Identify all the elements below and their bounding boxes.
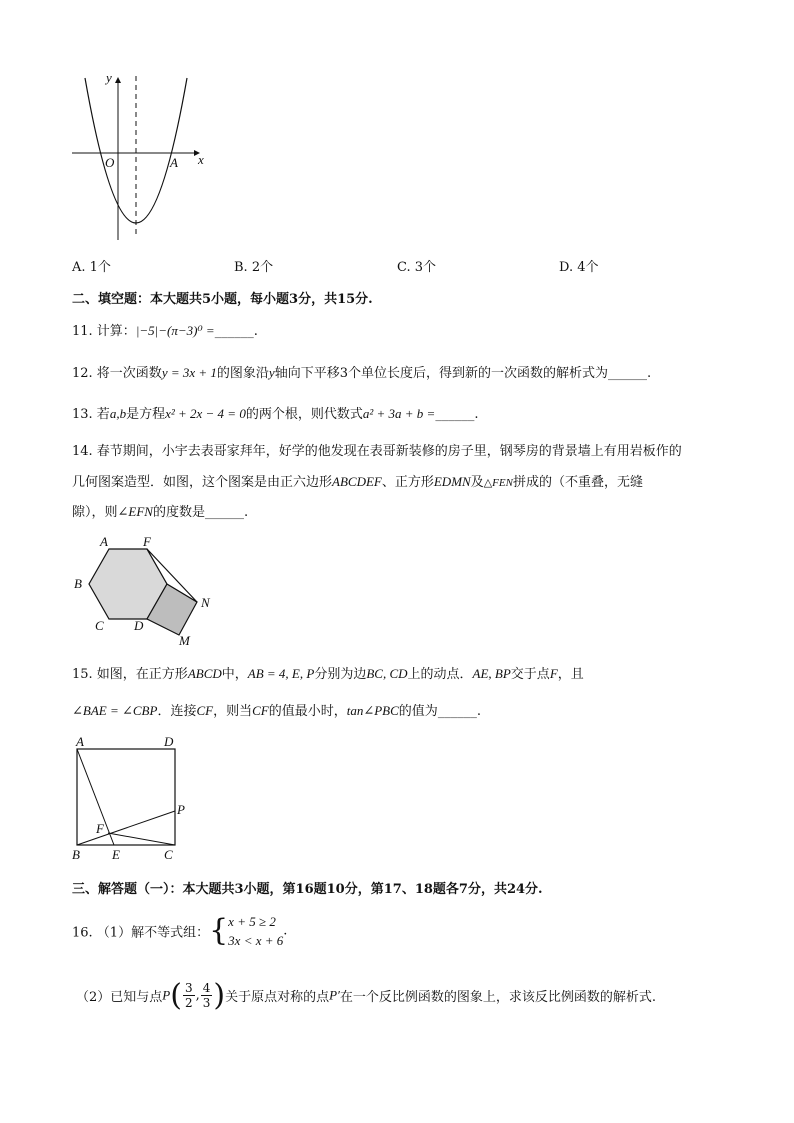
q13-eq: x² + 2x − 4 = 0 <box>165 406 246 421</box>
q13-blank: ______ <box>435 407 475 422</box>
q15-end: . <box>476 704 481 719</box>
parabola-graph <box>60 68 220 248</box>
fig15-label-e: E <box>112 847 120 862</box>
fig14-label-d: D <box>134 618 144 633</box>
fig15-label-c: C <box>164 847 173 862</box>
q14-line2-b: 、正方形 <box>381 475 434 490</box>
fig14-label-m: M <box>179 633 190 648</box>
q16b-rest: 在一个反比例函数的图象上，求该反比例函数的解析式. <box>339 990 657 1005</box>
left-paren-icon: ( <box>170 978 182 1013</box>
graph-label-y: y <box>106 70 112 85</box>
q12-end: . <box>646 366 652 381</box>
q12-blank: ______ <box>607 366 647 381</box>
q15-sq: ABCD <box>187 666 222 681</box>
q15-line2-b: ．连接 <box>157 704 197 719</box>
fig15-label-p: P <box>177 802 185 817</box>
q15-cond: AB = 4, E, P <box>247 666 315 681</box>
q15-tan: tan∠PBC <box>346 703 399 718</box>
q15-line1-b: 中， <box>221 667 248 682</box>
q14-blank: ______ <box>204 505 244 520</box>
question-12 <box>72 364 651 383</box>
q14-line3-a: 隙），则 <box>72 505 118 520</box>
question-16-part2 <box>76 978 656 1013</box>
q15-cf2: CF <box>252 703 269 718</box>
q11-blank: ______ <box>214 324 254 339</box>
segment-cf <box>108 833 175 845</box>
q14-angle: ∠EFN <box>117 504 153 519</box>
q14-hex: ABCDEF <box>332 474 382 489</box>
q16b-p: P <box>162 987 171 1003</box>
question-16-part1 <box>72 912 287 950</box>
q15-line1-c: 分别为边 <box>314 667 367 682</box>
fig14-label-a: A <box>100 534 108 549</box>
q15-line1-e: 交于点 <box>510 667 550 682</box>
q14-line3 <box>72 503 248 522</box>
inequality-system <box>228 912 283 950</box>
graph-label-o: O <box>105 155 115 170</box>
section2-title: 二、填空题：本大题共5小题，每小题3分，共15分. <box>72 292 373 307</box>
q16-prefix: 16. （1）解不等式组： <box>72 925 210 941</box>
q12-axis: y <box>268 365 275 380</box>
graph-label-a: A <box>170 155 178 170</box>
fig15-label-d: D <box>164 734 174 749</box>
q14-line1: 14. 春节期间，小宇去表哥家拜年，好学的他发现在表哥新装修的房子里，钢琴房的背景墙上有用岩板作的 <box>72 444 682 459</box>
q12-func: y = 3x + 1 <box>161 365 217 380</box>
brace-icon: { <box>209 913 229 948</box>
right-paren-icon: ) <box>213 978 226 1013</box>
q15-line1-f: ，且 <box>557 667 584 682</box>
q11-expr: |−5|−(π−3)⁰ = <box>135 323 215 338</box>
fraction-2-den: 3 <box>202 996 211 1010</box>
section3-title: 三、解答题（一）：本大题共3小题，第16题10分，第17、18题各7分，共24分. <box>72 882 543 897</box>
q14-line2 <box>72 473 643 492</box>
q13-end: . <box>474 407 479 422</box>
q15-pt: F <box>549 666 558 681</box>
square-figure <box>68 735 198 865</box>
q14-line2-c: 及 <box>470 475 484 490</box>
q15-angle-cond: ∠BAE = ∠CBP <box>72 703 158 718</box>
q13-vars: a,b <box>109 406 127 421</box>
fig14-label-n: N <box>201 595 210 610</box>
q15-line1-a: 15. 如图，在正方形 <box>72 667 188 682</box>
graph-label-x: x <box>198 152 204 167</box>
q16b-mid: 关于原点对称的点 <box>225 990 330 1005</box>
fraction-1 <box>183 981 195 1010</box>
option-a: A. 1个 <box>72 260 111 275</box>
q11-end: . <box>253 324 258 339</box>
fraction-2-num: 4 <box>202 981 211 995</box>
q14-line2-a: 几何图案造型．如图，这个图案是由正六边形 <box>72 475 333 490</box>
q13-prefix: 13. 若 <box>72 407 110 422</box>
inequality-1: x + 5 ≥ 2 <box>228 914 276 929</box>
inequality-2: 3x < x + 6 <box>228 933 284 948</box>
question-13 <box>72 405 478 424</box>
fig14-label-f: F <box>143 534 151 549</box>
q14-tri: △FEN <box>483 477 513 489</box>
q15-edges: BC, CD <box>366 666 408 681</box>
q15-lines: AE, BP <box>472 666 511 681</box>
fraction-1-den: 2 <box>184 996 193 1010</box>
q15-line2-c: ，则当 <box>213 704 253 719</box>
q15-line2 <box>72 702 481 721</box>
fraction-1-num: 3 <box>184 981 193 995</box>
square-abcd <box>77 749 175 845</box>
q15-line2-d: 的值最小时， <box>268 704 347 719</box>
q16b-prefix: （2）已知与点 <box>76 990 163 1005</box>
option-d: D. 4个 <box>559 260 599 275</box>
q12-rest: 轴向下平移3个单位长度后，得到新的一次函数的解析式为 <box>274 366 608 381</box>
q14-line3-b: 的度数是 <box>152 505 205 520</box>
q15-cf: CF <box>196 703 214 718</box>
q16b-pp: P′ <box>329 987 340 1003</box>
q15-line2-e: 的值为 <box>398 704 438 719</box>
segment-bp <box>77 811 175 845</box>
q14-end: . <box>243 505 249 520</box>
q12-mid: 的图象沿 <box>216 366 269 381</box>
q13-mid: 是方程 <box>126 407 166 422</box>
q13-mid2: 的两个根，则代数式 <box>245 407 363 422</box>
q14-line2-d: 拼成的（不重叠，无缝 <box>512 475 643 490</box>
fraction-2 <box>201 981 213 1010</box>
fig14-label-c: C <box>95 618 104 633</box>
q16-end: . <box>283 923 288 939</box>
q12-prefix: 12. 将一次函数 <box>72 366 162 381</box>
hexagon-figure <box>68 532 228 648</box>
q15-line1-d: 上的动点． <box>407 667 473 682</box>
fig15-label-b: B <box>72 847 80 862</box>
comma-separator: , <box>195 988 200 1003</box>
fig14-label-b: B <box>74 576 82 591</box>
q13-expr: a² + 3a + b = <box>362 406 436 421</box>
q15-line1 <box>72 665 584 684</box>
option-b: B. 2个 <box>234 260 274 275</box>
q11-prefix: 11. 计算： <box>72 324 136 339</box>
q14-square: EDMN <box>433 474 471 489</box>
q15-blank: ______ <box>437 704 477 719</box>
question-11 <box>72 322 258 341</box>
fig15-label-a: A <box>76 734 84 749</box>
option-c: C. 3个 <box>397 260 437 275</box>
fig15-label-f: F <box>96 821 104 836</box>
